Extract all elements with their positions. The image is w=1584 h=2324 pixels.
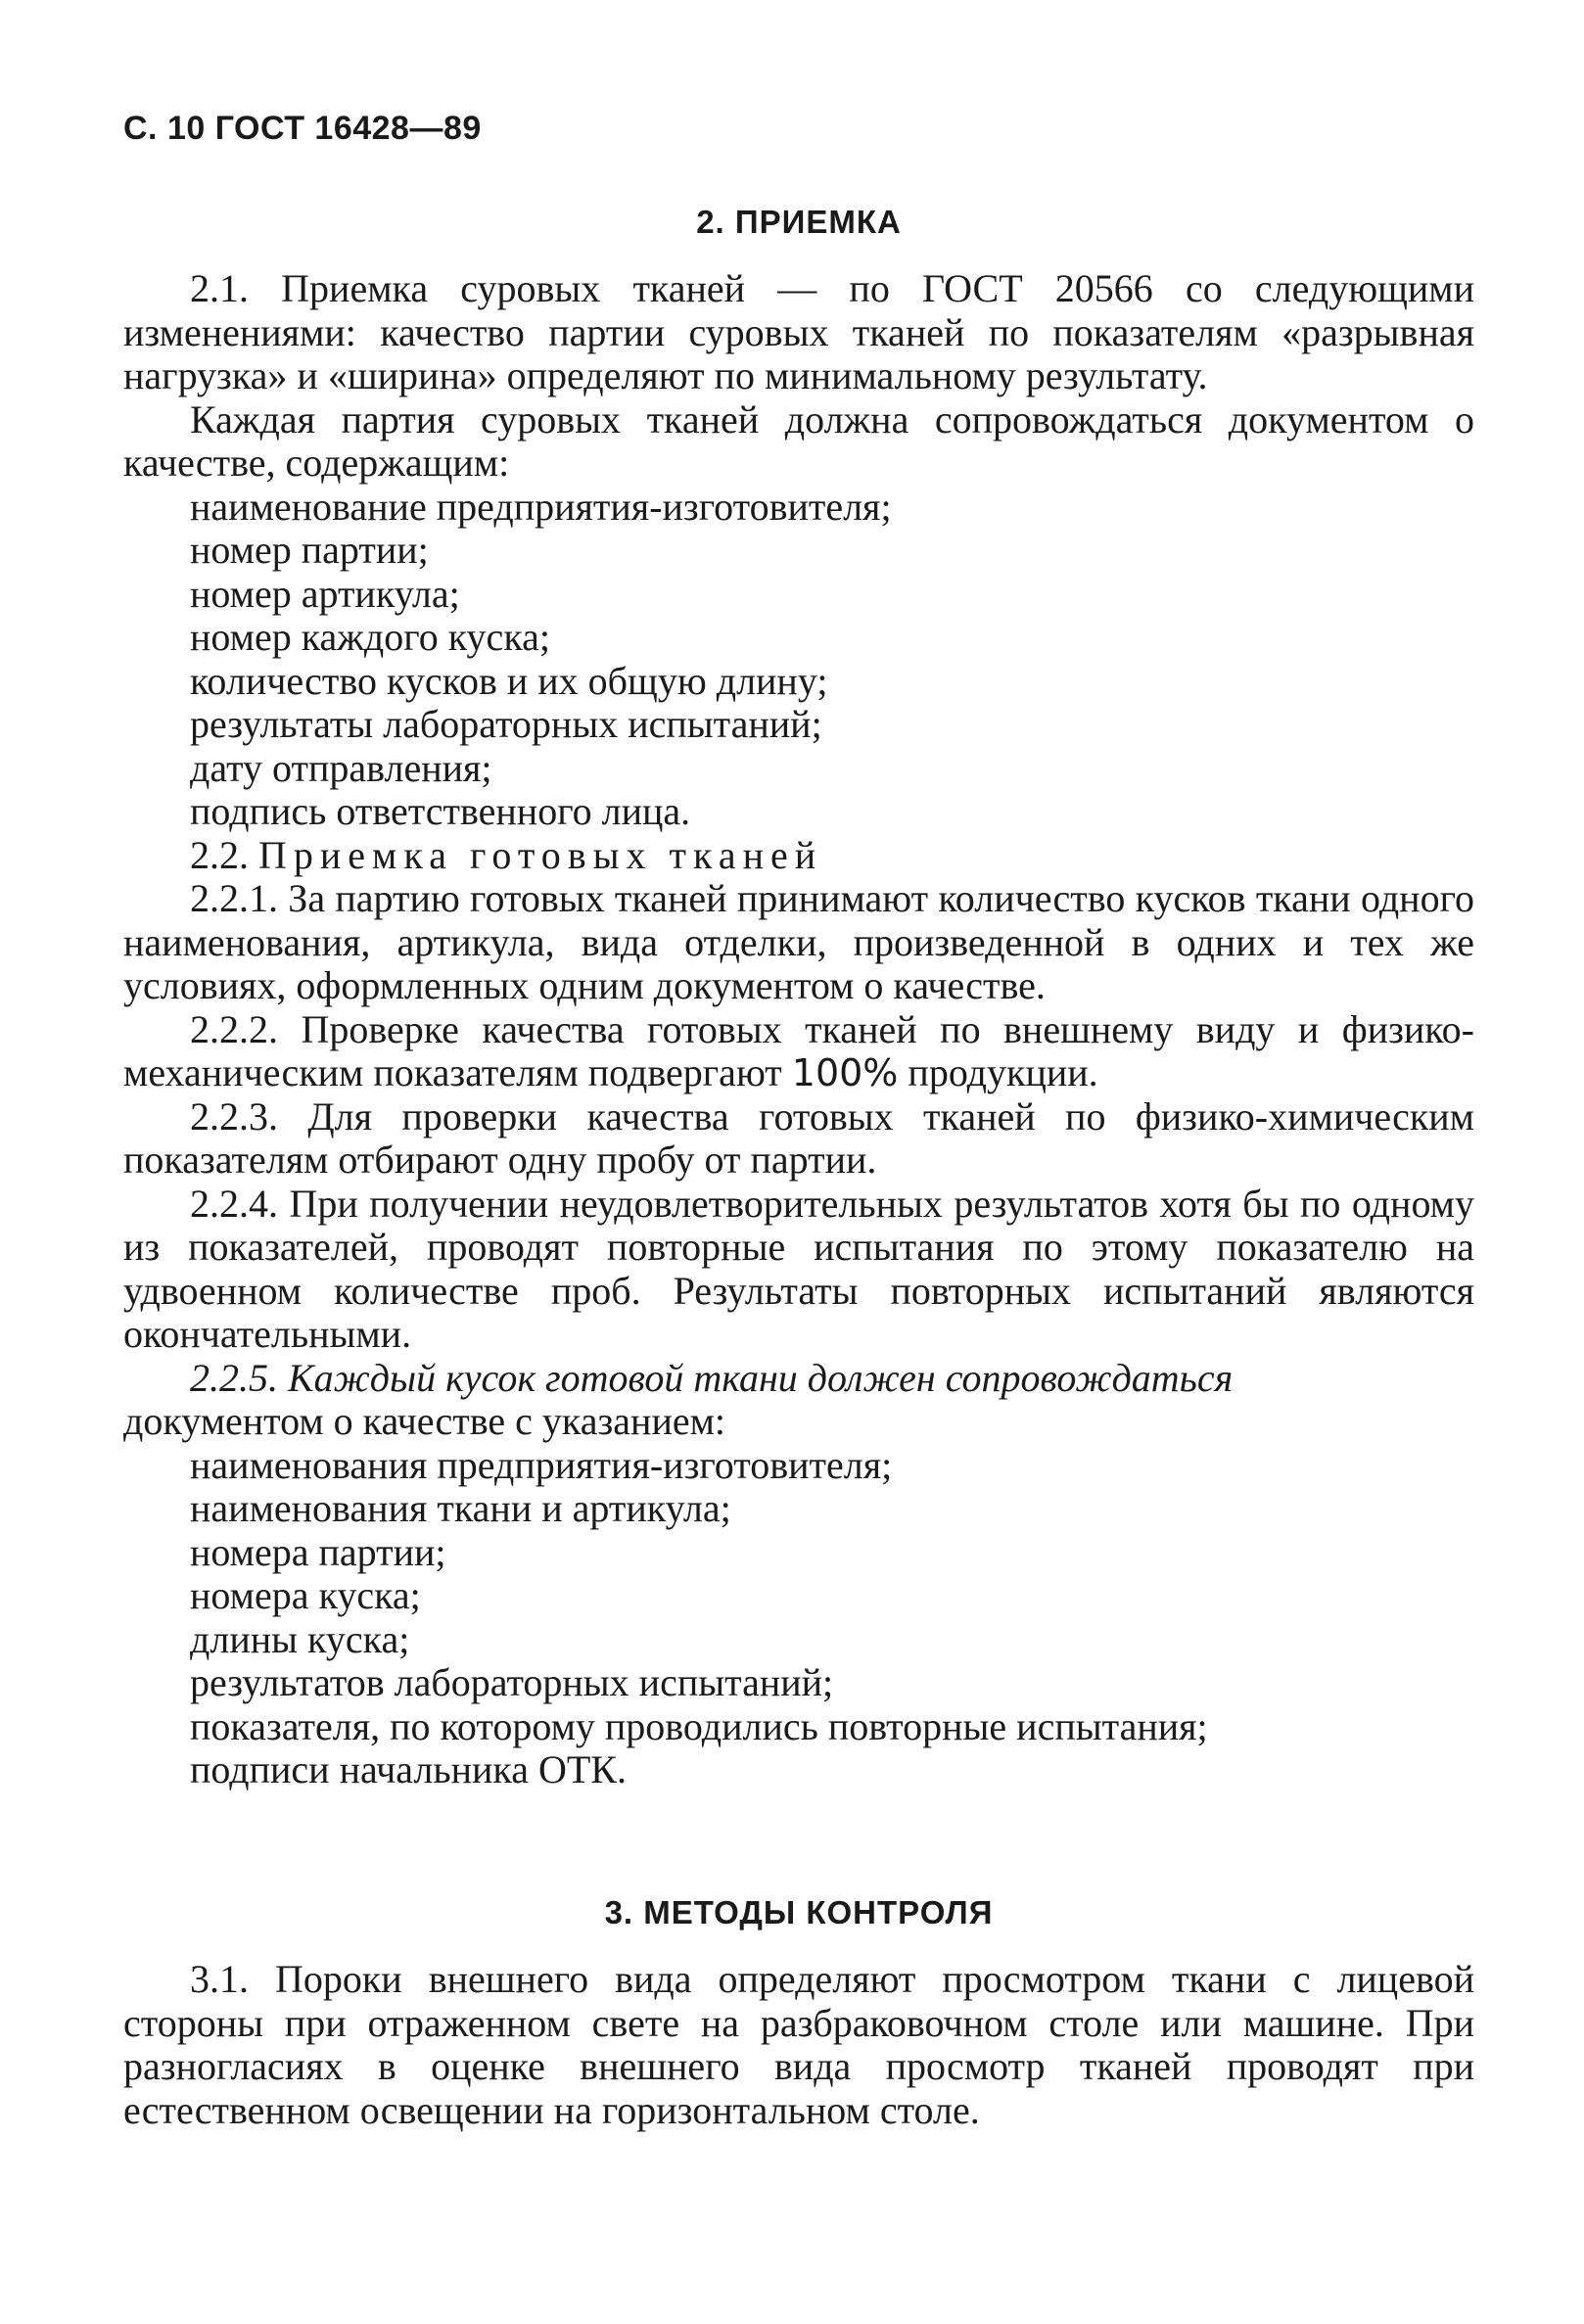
list-item: длины куска; (190, 1616, 410, 1661)
list-item: номер артикула; (190, 571, 460, 616)
clause-3-1: 3.1. Пороки внешнего вида определяют просмотром ткани с лицевой стороны при отраженном свете на разбраковочном столе или машине. При разногласиях в оценке внешнего вида просмотр тканей проводят при естественном освещении на горизонтальном столе. (123, 1957, 1474, 2132)
clause-2-2-5-continuation: документом о качестве с указанием: (123, 1399, 726, 1443)
subsection-title: Приемка готовых тканей (258, 832, 823, 877)
list-item: номер каждого куска; (190, 615, 551, 659)
list-item: номера куска; (190, 1573, 421, 1617)
subsection-2-2-heading (123, 834, 1474, 878)
raw-fabric-document-list (123, 486, 1474, 834)
list-item: показателя, по которому проводились повторные испытания; (190, 1703, 1208, 1748)
clause-2-2-2-text: 2.2.2. Проверке качества готовых тканей по внешнему виду и физико-механическим показателям подвергают (123, 1006, 1474, 1094)
list-item: количество кусков и их общую длину; (190, 658, 828, 703)
section-acceptance-body (123, 267, 1474, 1792)
section-title-control-methods: 3. МЕТОДЫ КОНТРОЛЯ (604, 1894, 994, 1930)
clause-2-2-2 (123, 1008, 1474, 1095)
list-item: подписи начальника ОТК. (190, 1747, 627, 1791)
document-page (123, 0, 1474, 2324)
section-title-acceptance: 2. ПРИЕМКА (696, 204, 902, 240)
list-item: результаты лабораторных испытаний; (190, 702, 822, 746)
page-header: С. 10 ГОСТ 16428—89 (123, 110, 482, 147)
list-item: подпись ответственного лица. (190, 789, 691, 833)
subsection-number: 2.2. (190, 832, 249, 877)
clause-2-2-3: 2.2.3. Для проверки качества готовых тканей по физико-химическим показателям отбирают одну пробу от партии. (123, 1093, 1474, 1182)
paragraph-raw-fabric-document: Каждая партия суровых тканей должна сопровождаться документом о качестве, содержащим: (123, 396, 1474, 485)
list-item: наименование предприятия-изготовителя; (190, 484, 892, 529)
clause-2-1: 2.1. Приемка суровых тканей — по ГОСТ 20566 со следующими изменениями: качество партии суровых тканей по показателям «разрывная нагрузка» и «ширина» определяют по минимальному результату. (123, 266, 1474, 397)
list-item: номера партии; (190, 1529, 446, 1574)
list-item: наименования ткани и артикула; (190, 1486, 731, 1530)
clause-2-2-1: 2.2.1. За партию готовых тканей принимают количество кусков ткани одного наименования, артикула, вида отделки, произведенной в одних и тех же условиях, оформленных одним документом о качестве. (123, 876, 1474, 1007)
clause-2-2-2-tail: продукции. (908, 1050, 1098, 1094)
percentage-value: 100% (791, 1051, 899, 1094)
list-item: дату отправления; (190, 745, 492, 790)
clause-2-2-4: 2.2.4. При получении неудовлетворительных результатов хотя бы по одному из показателей, проводят повторные испытания по этому показателю на удвоенном количестве проб. Результаты повторных испытаний являются окончательными. (123, 1181, 1474, 1356)
list-item: номер партии; (190, 528, 429, 572)
finished-fabric-document-list (123, 1444, 1474, 1792)
section-control-methods-body (123, 1958, 1474, 2132)
list-item: результатов лабораторных испытаний; (190, 1660, 834, 1704)
clause-2-2-5: 2.2.5. Каждый кусок готовой ткани должен сопровождаться (190, 1355, 1234, 1400)
list-item: наименования предприятия-изготовителя; (190, 1442, 893, 1487)
